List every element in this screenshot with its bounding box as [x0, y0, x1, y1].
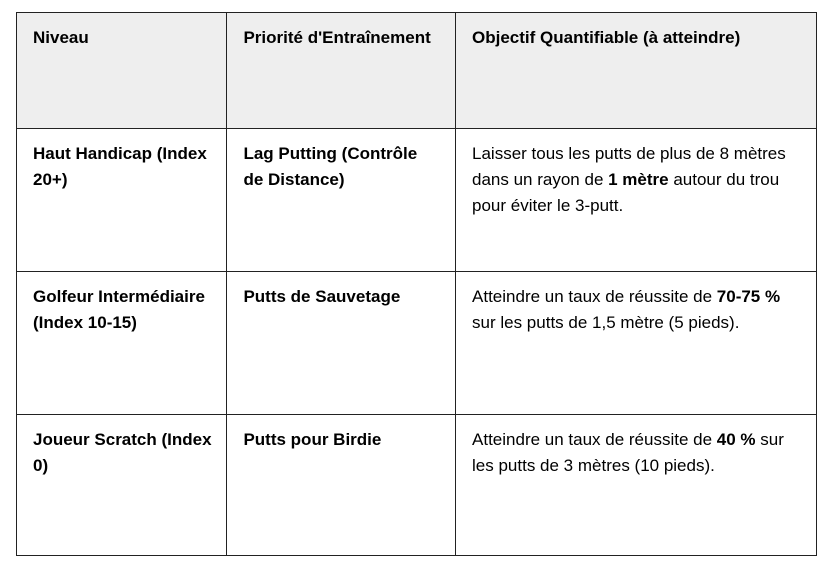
objective-text: sur les putts de 1,5 mètre (5 pieds). — [472, 313, 740, 332]
objective-cell — [456, 129, 817, 272]
objective-target: 70-75 % — [716, 287, 781, 306]
header-cell-priority: Priorité d'Entraînement — [227, 13, 456, 129]
priority-cell: Putts pour Birdie — [227, 415, 456, 556]
header-row — [17, 13, 817, 129]
objective-text: Laisser tous les putts de plus de 8 mètres dans un rayon de — [472, 144, 786, 189]
header-cell-objective: Objectif Quantifiable (à atteindre) — [456, 13, 817, 129]
table-row — [17, 129, 817, 272]
objective-cell — [456, 272, 817, 415]
objective-target: 1 mètre — [608, 170, 669, 189]
objective-text: Atteindre un taux de réussite de — [472, 430, 717, 449]
table-body — [17, 129, 817, 556]
training-goals-table — [16, 12, 817, 556]
objective-text: sur les putts de 3 mètres (10 pieds). — [472, 430, 784, 475]
objective-cell — [456, 415, 817, 556]
table-header — [17, 13, 817, 129]
level-cell: Joueur Scratch (Index 0) — [17, 415, 227, 556]
priority-cell: Lag Putting (Contrôle de Distance) — [227, 129, 456, 272]
table-row — [17, 272, 817, 415]
priority-cell: Putts de Sauvetage — [227, 272, 456, 415]
level-cell: Haut Handicap (Index 20+) — [17, 129, 227, 272]
objective-text: Atteindre un taux de réussite de — [472, 287, 717, 306]
level-cell: Golfeur Intermédiaire (Index 10-15) — [17, 272, 227, 415]
objective-target: 40 % — [716, 430, 756, 449]
objective-text: autour du trou pour éviter le 3-putt. — [472, 170, 780, 215]
header-cell-level: Niveau — [17, 13, 227, 129]
table-row — [17, 415, 817, 556]
